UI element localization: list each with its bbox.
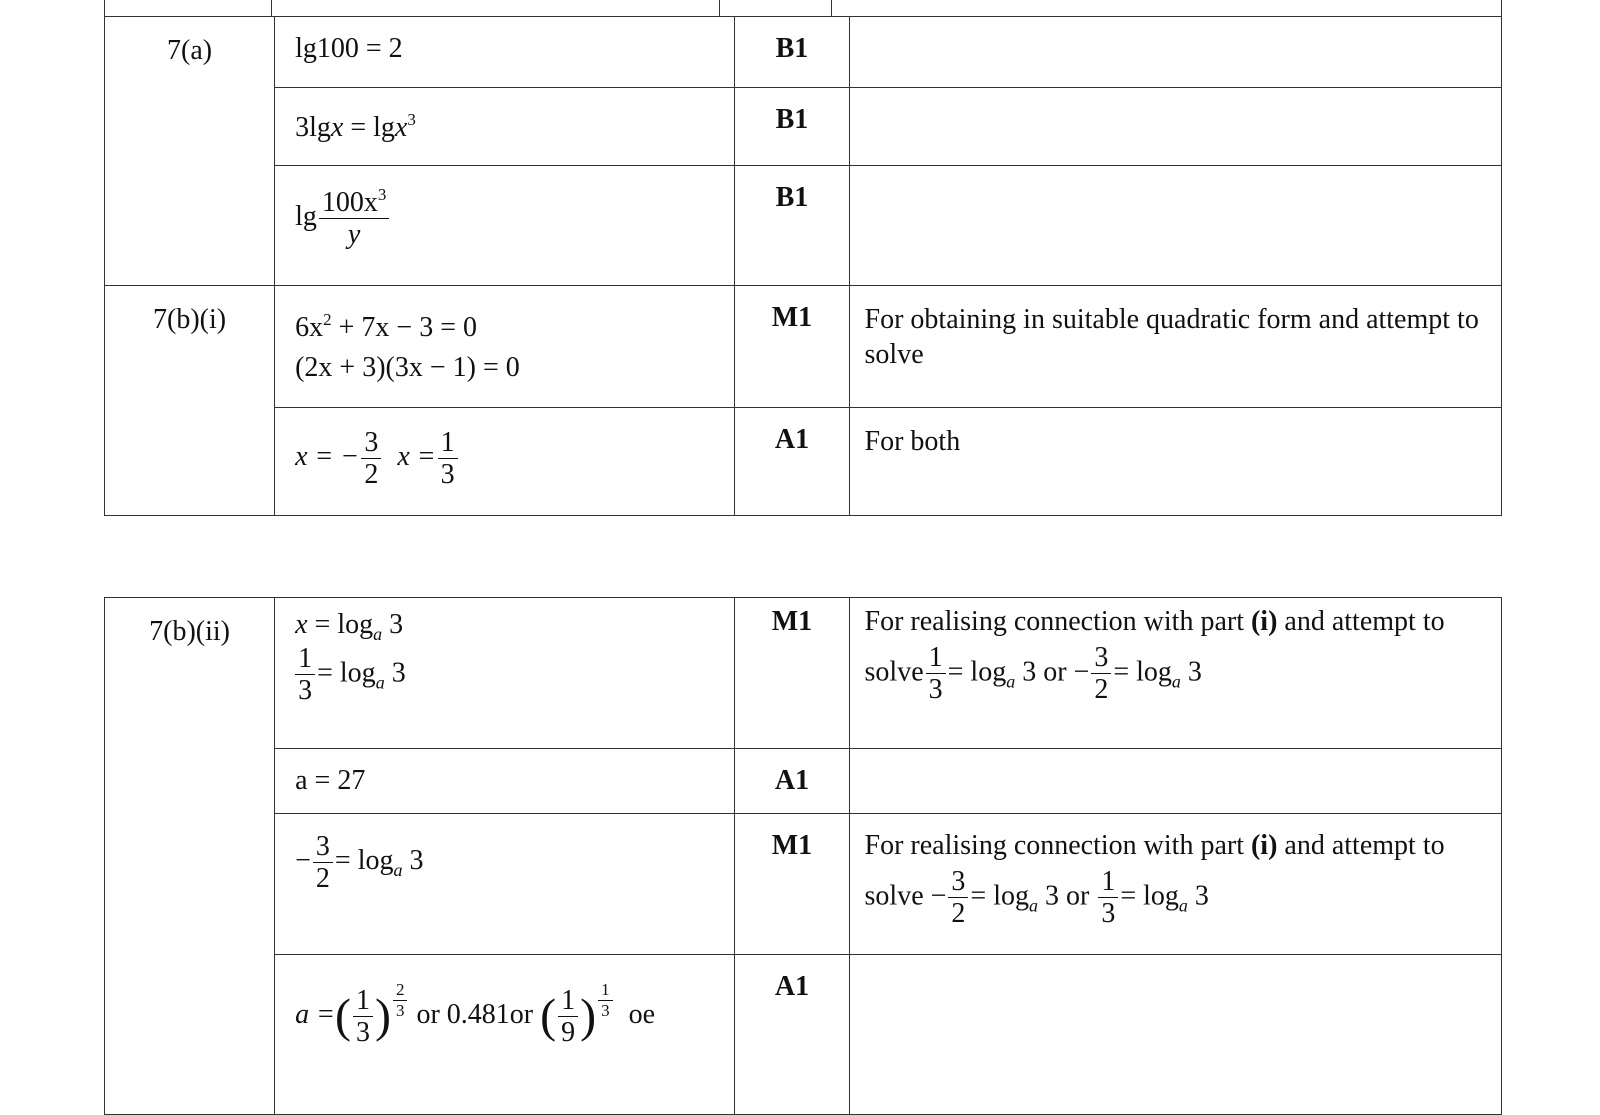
table-row xyxy=(105,955,1502,1115)
table-row xyxy=(105,166,1502,286)
fraction: $\frac{3}{2}$ xyxy=(948,867,968,929)
fraction: $\frac{3}{2}$ xyxy=(313,832,333,894)
question-label: 7(b)(i) xyxy=(105,286,275,516)
table-row xyxy=(105,408,1502,516)
guidance-cell: For realising connection with part (i) and attempt to solve − $\frac{3}{2}$ = $\log_a 3$ or $\frac{1}{3}$ = $\log_a 3$ xyxy=(849,814,1501,955)
guidance-cell xyxy=(849,955,1501,1115)
mark-cell: M1 xyxy=(735,598,849,749)
guidance-cell: For obtaining in suitable quadratic form and attempt to solve xyxy=(849,286,1501,408)
mark-cell: A1 xyxy=(735,955,849,1115)
guidance-cell: For both xyxy=(849,408,1501,516)
mark-cell: B1 xyxy=(735,17,849,88)
table-top-edge xyxy=(104,0,1502,16)
guidance-cell: For realising connection with part (i) and attempt to solve $\frac{1}{3}$ = $\log_a 3$ or − $\frac{3}{2}$ = $\log_a 3$ xyxy=(849,598,1501,749)
question-label: 7(a) xyxy=(105,17,275,286)
table-row xyxy=(105,88,1502,166)
answer-cell: a = 27 xyxy=(275,749,735,814)
table-row xyxy=(105,749,1502,814)
answer-cell: $6x^2 + 7x - 3 = 0$ (2x + 3)(3x − 1) = 0 xyxy=(275,286,735,408)
answer-cell: a =( $\frac{1}{3}$ ) $\frac{2}{3}$ or 0.481or ( $\frac{1}{9}$ ) $\frac{1}{3}$ oe xyxy=(275,955,735,1115)
guidance-cell xyxy=(849,17,1501,88)
answer-cell: − $\frac{3}{2}$ = $\log_a 3$ xyxy=(275,814,735,955)
mark-scheme-table-1 xyxy=(104,16,1502,516)
mark-cell: M1 xyxy=(735,814,849,955)
mark-cell: B1 xyxy=(735,88,849,166)
mark-cell: M1 xyxy=(735,286,849,408)
answer-cell: lg100 = 2 xyxy=(275,17,735,88)
guidance-cell xyxy=(849,166,1501,286)
fraction: $\frac{3}{2}$ xyxy=(1091,643,1111,705)
table-row xyxy=(105,598,1502,749)
mark-cell: B1 xyxy=(735,166,849,286)
mark-cell: A1 xyxy=(735,408,849,516)
fraction: $\frac{1}{3}$ xyxy=(926,643,946,705)
mark-cell: A1 xyxy=(735,749,849,814)
exponent-fraction: $\frac{1}{3}$ xyxy=(598,981,613,1020)
fraction: $\frac{1}{9}$ xyxy=(558,986,578,1048)
fraction: $\frac{1}{3}$ xyxy=(1098,867,1118,929)
table-row xyxy=(105,286,1502,408)
answer-cell: $x = \log_a 3$ $\frac{1}{3}$ = $\log_a 3$ xyxy=(275,598,735,749)
table-row xyxy=(105,814,1502,955)
mark-scheme-table-2 xyxy=(104,597,1502,1115)
exponent-fraction: $\frac{2}{3}$ xyxy=(393,981,408,1020)
fraction: $\frac{1}{3}$ xyxy=(353,986,373,1048)
question-label: 7(b)(ii) xyxy=(105,598,275,1115)
guidance-cell xyxy=(849,749,1501,814)
fraction: $\frac{1}{3}$ xyxy=(438,428,458,490)
answer-cell: lg $\frac{100x^3}{y}$ xyxy=(275,166,735,286)
fraction: $\frac{1}{3}$ xyxy=(295,644,315,706)
answer-cell: 3lgx = lgx$^3$ xyxy=(275,88,735,166)
guidance-cell xyxy=(849,88,1501,166)
answer-cell: x = − $\frac{3}{2}$ x = $\frac{1}{3}$ xyxy=(275,408,735,516)
fraction: $\frac{3}{2}$ xyxy=(361,428,381,490)
fraction: $\frac{100x^3}{y}$ xyxy=(319,188,390,250)
table-row xyxy=(105,17,1502,88)
